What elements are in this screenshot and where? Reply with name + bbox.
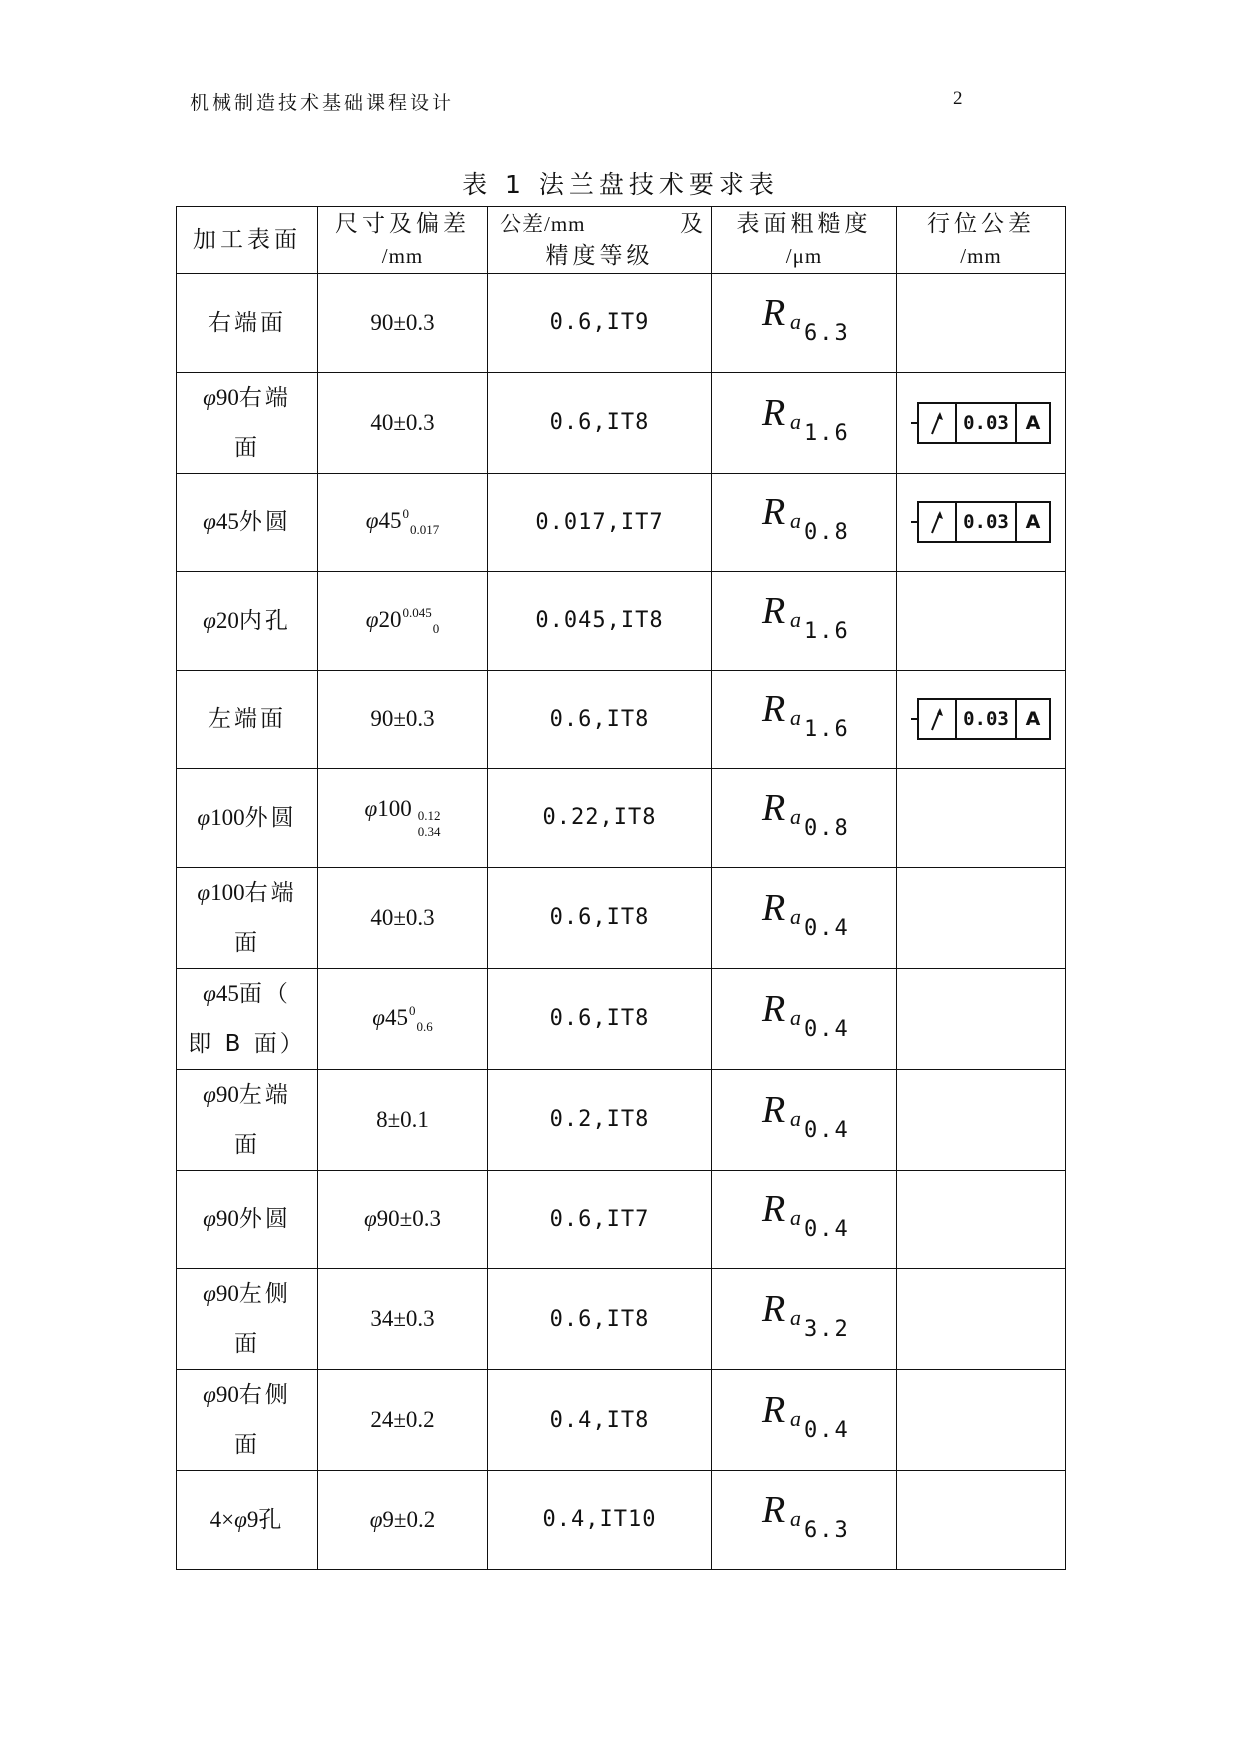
table-row: [177, 372, 1066, 473]
tolerance-grade: 0.6,IT9: [549, 310, 650, 336]
roughness-symbol: [754, 1088, 854, 1148]
roughness-symbol: [754, 1187, 854, 1247]
cell-dimension: [318, 867, 488, 968]
table-row: [177, 968, 1066, 1069]
cell-roughness: [712, 572, 897, 671]
diameter-symbol: φ: [203, 1081, 216, 1107]
cell-tolerance: [488, 867, 712, 968]
fcf-box: [917, 698, 1051, 740]
fcf-value: 0.03: [957, 503, 1017, 541]
cell-surface: [177, 867, 318, 968]
roughness-symbol: [754, 1287, 854, 1347]
deviation-stack: [418, 808, 441, 840]
roughness-value: 6.3: [804, 1517, 850, 1543]
tolerance-grade: 0.045,IT8: [535, 608, 664, 634]
runout-arrow-icon: [919, 503, 957, 541]
cell-roughness: [712, 1069, 897, 1170]
dimension-value: 34±0.3: [370, 1306, 435, 1331]
cell-roughness: [712, 372, 897, 473]
diameter-symbol: φ: [203, 607, 216, 633]
cell-dimension: [318, 572, 488, 671]
surface-prefix: 4×: [209, 1506, 235, 1532]
roughness-a: a: [790, 1505, 801, 1531]
table-row: [177, 769, 1066, 868]
fcf-datum: A: [1025, 511, 1041, 534]
tolerance-grade: 0.6,IT7: [549, 1206, 650, 1232]
cell-surface: [177, 572, 318, 671]
cell-surface: [177, 274, 318, 373]
dimension-value: 90±0.3: [370, 706, 435, 732]
roughness-a: a: [790, 903, 801, 929]
diameter-symbol: φ: [197, 879, 211, 905]
cell-tolerance: [488, 1170, 712, 1269]
surface-name: 孔: [258, 1506, 285, 1533]
diameter-symbol: φ: [363, 1206, 377, 1232]
cell-position-tolerance: [897, 769, 1066, 868]
roughness-symbol: [754, 1388, 854, 1448]
surface-name: 右端面: [208, 309, 286, 336]
tolerance-grade: 0.6,IT8: [549, 1306, 650, 1332]
surface-diameter: 90: [215, 384, 239, 410]
roughness-R: R: [762, 589, 786, 632]
feature-control-frame: [911, 698, 1051, 740]
cell-surface: [177, 473, 318, 572]
table-row: [177, 572, 1066, 671]
roughness-symbol: [754, 291, 854, 351]
cell-surface: [177, 968, 318, 1069]
cell-tolerance: [488, 372, 712, 473]
lower-deviation: 0.6: [416, 1018, 433, 1034]
cell-position-tolerance: [897, 473, 1066, 572]
table-row: [177, 274, 1066, 373]
roughness-symbol: [754, 1488, 854, 1548]
table-caption: 表 1 法兰盘技术要求表: [462, 170, 779, 199]
cell-tolerance: [488, 769, 712, 868]
surface-diameter: 90: [215, 1081, 239, 1107]
surface-name: 左侧: [238, 1281, 291, 1307]
cell-surface: [177, 670, 318, 769]
surface-diameter: 9: [246, 1506, 259, 1532]
roughness-R: R: [762, 491, 786, 534]
surface-name-line2: 面: [234, 1131, 260, 1158]
roughness-R: R: [762, 786, 786, 829]
cell-position-tolerance: [897, 1471, 1066, 1570]
diameter-symbol: φ: [365, 606, 379, 632]
surface-name-line2: 面: [234, 1331, 260, 1357]
roughness-value: 0.8: [804, 815, 850, 841]
roughness-R: R: [762, 1188, 786, 1231]
cell-surface: [177, 1471, 318, 1570]
cell-tolerance: [488, 670, 712, 769]
roughness-a: a: [790, 408, 801, 434]
cell-position-tolerance: [897, 1269, 1066, 1370]
table-header-row: [177, 207, 1066, 274]
tolerance-grade: 0.4,IT8: [549, 1407, 650, 1433]
diameter-symbol: φ: [203, 980, 216, 1006]
lower-deviation: 0.017: [409, 522, 440, 538]
cell-position-tolerance: [897, 867, 1066, 968]
cell-tolerance: [488, 1069, 712, 1170]
header-surface: 加工表面: [177, 207, 318, 274]
roughness-a: a: [790, 1105, 801, 1131]
cell-tolerance: [488, 1471, 712, 1570]
surface-diameter: 90: [215, 1206, 239, 1232]
cell-surface: [177, 372, 318, 473]
cell-dimension: [318, 1069, 488, 1170]
runout-arrow-icon: [919, 404, 957, 442]
cell-dimension: [318, 670, 488, 769]
cell-position-tolerance: [897, 670, 1066, 769]
tolerance-grade: 0.017,IT7: [535, 509, 664, 535]
surface-name-line2: 即 B 面）: [188, 1030, 306, 1057]
cell-roughness: [712, 1269, 897, 1370]
diameter-symbol: φ: [372, 1004, 385, 1030]
roughness-R: R: [762, 1288, 786, 1330]
technical-requirements-table: [176, 206, 1066, 1570]
roughness-R: R: [762, 291, 786, 334]
cell-surface: [177, 1370, 318, 1471]
diameter-symbol: φ: [234, 1506, 247, 1532]
diameter-symbol: φ: [203, 1206, 216, 1232]
roughness-a: a: [790, 308, 801, 334]
fcf-datum: A: [1025, 411, 1041, 434]
roughness-a: a: [790, 606, 801, 632]
surface-name: 面（: [238, 980, 291, 1007]
roughness-value: 0.4: [804, 1418, 850, 1443]
cell-roughness: [712, 769, 897, 868]
roughness-symbol: [754, 786, 854, 846]
header-roughness: 表面粗糙度 /μm: [712, 207, 897, 274]
table-row: [177, 1269, 1066, 1370]
roughness-value: 1.6: [804, 618, 850, 644]
cell-position-tolerance: [897, 1069, 1066, 1170]
surface-diameter: 45: [215, 509, 239, 535]
dimension-value: 100: [377, 795, 412, 821]
cell-dimension: [318, 473, 488, 572]
dimension-value: 20: [378, 606, 402, 632]
roughness-R: R: [762, 987, 786, 1030]
diameter-symbol: φ: [364, 795, 378, 821]
cell-position-tolerance: [897, 572, 1066, 671]
table-row: [177, 867, 1066, 968]
cell-dimension: [318, 1370, 488, 1471]
dimension-value: 90±0.3: [376, 1206, 442, 1232]
table-row: [177, 473, 1066, 572]
roughness-symbol: [754, 687, 854, 747]
feature-control-frame: [911, 501, 1051, 543]
roughness-symbol: [754, 987, 854, 1047]
diameter-symbol: φ: [203, 509, 216, 535]
fcf-box: [917, 501, 1051, 543]
tolerance-grade: 0.22,IT8: [542, 805, 657, 831]
roughness-value: 6.3: [804, 320, 850, 346]
running-header-title: 机械制造技术基础课程设计: [190, 92, 455, 114]
upper-deviation: 0.12: [417, 807, 441, 823]
roughness-a: a: [790, 1406, 801, 1431]
roughness-R: R: [762, 1488, 786, 1531]
roughness-a: a: [790, 1004, 801, 1030]
diameter-symbol: φ: [203, 1281, 216, 1306]
cell-roughness: [712, 473, 897, 572]
surface-name: 外圆: [238, 509, 291, 536]
surface-name: 内孔: [238, 607, 291, 634]
roughness-a: a: [790, 1305, 801, 1330]
cell-position-tolerance: [897, 1170, 1066, 1269]
cell-roughness: [712, 1471, 897, 1570]
roughness-value: 1.6: [804, 717, 850, 743]
cell-dimension: [318, 769, 488, 868]
diameter-symbol: φ: [197, 804, 211, 830]
cell-roughness: [712, 1370, 897, 1471]
page-number: 2: [953, 88, 963, 109]
surface-name: 外圆: [244, 804, 297, 831]
table-row: [177, 1170, 1066, 1269]
roughness-R: R: [762, 1088, 786, 1131]
surface-diameter: 45: [215, 980, 239, 1006]
dimension-value: 40±0.3: [370, 409, 435, 435]
cell-dimension: [318, 1170, 488, 1269]
roughness-R: R: [762, 886, 786, 929]
diameter-symbol: φ: [203, 1382, 216, 1407]
roughness-value: 0.4: [804, 1217, 850, 1243]
cell-surface: [177, 769, 318, 868]
surface-name: 左端: [238, 1081, 291, 1108]
surface-name-line2: 面: [234, 434, 260, 461]
table-row: [177, 1370, 1066, 1471]
lower-deviation: 0: [432, 620, 440, 636]
cell-tolerance: [488, 968, 712, 1069]
cell-position-tolerance: [897, 1370, 1066, 1471]
roughness-value: 0.4: [804, 1117, 850, 1143]
lower-deviation: 0.34: [417, 823, 441, 839]
table-row: [177, 1471, 1066, 1570]
diameter-symbol: φ: [203, 384, 216, 410]
cell-roughness: [712, 274, 897, 373]
roughness-symbol: [754, 886, 854, 946]
feature-control-frame: [911, 402, 1051, 444]
surface-diameter: 90: [215, 1281, 239, 1306]
diameter-symbol: φ: [365, 508, 379, 534]
cell-roughness: [712, 1170, 897, 1269]
upper-deviation: 0: [408, 1002, 416, 1018]
tolerance-grade: 0.6,IT8: [549, 905, 650, 930]
surface-name-line2: 面: [234, 1432, 260, 1458]
table-row: [177, 670, 1066, 769]
roughness-value: 1.6: [804, 420, 850, 446]
surface-name: 右侧: [238, 1382, 291, 1408]
header-position-tolerance: 行位公差 /mm: [897, 207, 1066, 274]
roughness-value: 0.4: [804, 1016, 850, 1042]
cell-roughness: [712, 867, 897, 968]
diameter-symbol: φ: [369, 1506, 383, 1532]
roughness-value: 3.2: [804, 1317, 850, 1342]
tolerance-grade: 0.6,IT8: [549, 1006, 650, 1031]
roughness-R: R: [762, 688, 786, 731]
header-dimension: 尺寸及偏差 /mm: [318, 207, 488, 274]
cell-dimension: [318, 1269, 488, 1370]
fcf-value: 0.03: [957, 700, 1017, 738]
tolerance-grade: 0.4,IT10: [542, 1507, 657, 1533]
roughness-a: a: [790, 803, 801, 829]
dimension-value: 90±0.3: [370, 309, 435, 335]
upper-deviation: 0.045: [402, 604, 432, 620]
surface-diameter: 100: [210, 804, 245, 830]
surface-name: 右端: [244, 879, 297, 906]
roughness-value: 0.4: [804, 915, 850, 941]
cell-position-tolerance: [897, 968, 1066, 1069]
roughness-symbol: [754, 391, 854, 451]
dimension-value: 40±0.3: [370, 904, 435, 930]
cell-tolerance: [488, 1269, 712, 1370]
dimension-value: 24±0.2: [370, 1407, 435, 1432]
cell-tolerance: [488, 274, 712, 373]
cell-position-tolerance: [897, 274, 1066, 373]
cell-surface: [177, 1269, 318, 1370]
surface-diameter: 100: [210, 879, 245, 905]
surface-diameter: 20: [215, 607, 239, 633]
cell-tolerance: [488, 473, 712, 572]
cell-tolerance: [488, 1370, 712, 1471]
cell-dimension: [318, 1471, 488, 1570]
cell-roughness: [712, 670, 897, 769]
surface-name: 外圆: [238, 1206, 291, 1233]
surface-name: 左端面: [208, 706, 286, 733]
dimension-value: 45: [378, 508, 402, 534]
upper-deviation: 0: [402, 506, 409, 522]
cell-position-tolerance: [897, 372, 1066, 473]
tolerance-grade: 0.6,IT8: [549, 706, 650, 732]
fcf-datum: A: [1025, 708, 1041, 731]
cell-dimension: [318, 274, 488, 373]
cell-dimension: [318, 968, 488, 1069]
runout-arrow-icon: [919, 700, 957, 738]
roughness-value: 0.8: [804, 520, 850, 546]
roughness-R: R: [762, 391, 786, 434]
dimension-value: 9±0.2: [382, 1506, 436, 1532]
cell-tolerance: [488, 572, 712, 671]
table-row: [177, 1069, 1066, 1170]
cell-surface: [177, 1170, 318, 1269]
cell-surface: [177, 1069, 318, 1170]
roughness-symbol: [754, 490, 854, 550]
cell-roughness: [712, 968, 897, 1069]
surface-name-line2: 面: [234, 929, 260, 956]
header-tolerance: 公差/mm 及 精度等级: [488, 207, 712, 274]
fcf-value: 0.03: [957, 404, 1017, 442]
roughness-symbol: [754, 589, 854, 649]
dimension-value: 45: [384, 1004, 408, 1030]
roughness-a: a: [790, 1205, 801, 1231]
fcf-box: [917, 402, 1051, 444]
surface-diameter: 90: [215, 1382, 239, 1407]
roughness-R: R: [762, 1389, 786, 1431]
tolerance-grade: 0.6,IT8: [549, 410, 650, 435]
dimension-value: 8±0.1: [376, 1106, 429, 1132]
cell-dimension: [318, 372, 488, 473]
tolerance-grade: 0.2,IT8: [549, 1107, 650, 1132]
roughness-a: a: [790, 508, 801, 534]
surface-name: 右端: [238, 384, 291, 411]
roughness-a: a: [790, 705, 801, 731]
